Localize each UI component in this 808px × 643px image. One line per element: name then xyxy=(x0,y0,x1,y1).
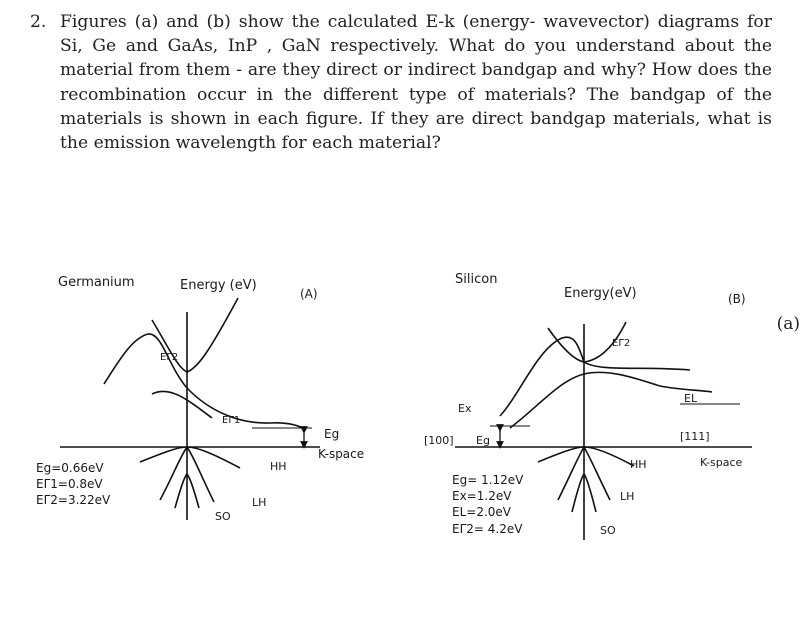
germanium-panel xyxy=(36,275,364,523)
silicon-so-label: SO xyxy=(600,524,616,537)
silicon-value-el: EL=2.0eV xyxy=(452,505,511,519)
germanium-value-eg1: EΓ1=0.8eV xyxy=(36,477,103,491)
germanium-kspace-label: K-space xyxy=(318,447,365,461)
silicon-lh-label: LH xyxy=(620,490,635,503)
silicon-value-ex: Ex=1.2eV xyxy=(452,489,512,503)
silicon-el-label: EL xyxy=(684,392,698,405)
silicon-value-eg: Eg= 1.12eV xyxy=(452,473,524,487)
germanium-conduction-band-lower xyxy=(104,334,306,430)
silicon-title: Silicon xyxy=(455,272,498,287)
germanium-value-eg2: EΓ2=3.22eV xyxy=(36,493,111,507)
silicon-ex-label: Ex xyxy=(458,402,472,415)
germanium-title: Germanium xyxy=(58,275,135,290)
silicon-egamma2-label: EΓ2 xyxy=(612,338,631,349)
germanium-panel-tag: (A) xyxy=(300,287,318,301)
silicon-dir100-label: [100] xyxy=(424,434,454,447)
silicon-energy-label: Energy(eV) xyxy=(564,286,637,301)
germanium-valence-band-hh xyxy=(140,447,240,468)
silicon-dir111-label: [111] xyxy=(680,430,710,443)
germanium-eg-label: Eg xyxy=(324,427,340,441)
silicon-kspace-label: K-space xyxy=(700,456,743,469)
silicon-hh-label: HH xyxy=(630,458,647,471)
figure-label: (a) xyxy=(776,314,800,334)
silicon-conduction-band-mid xyxy=(500,337,690,416)
germanium-so-label: SO xyxy=(215,510,231,523)
germanium-egamma2-label: EΓ2 xyxy=(160,352,179,363)
silicon-eg-label: Eg xyxy=(476,434,490,447)
germanium-energy-label: Energy (eV) xyxy=(180,278,257,293)
germanium-conduction-band-cross xyxy=(152,391,212,418)
germanium-hh-label: HH xyxy=(270,460,287,473)
silicon-conduction-band-lower xyxy=(510,372,712,428)
germanium-value-eg: Eg=0.66eV xyxy=(36,461,104,475)
germanium-lh-label: LH xyxy=(252,496,267,509)
silicon-value-eg2: EΓ2= 4.2eV xyxy=(452,522,523,536)
germanium-egamma1-label: EΓ1 xyxy=(222,415,241,426)
question-text: Figures (a) and (b) show the calculated E-k (energy- wavevector) diagrams for Si, Ge and GaAs, InP , GaN respectively. What do you understand about the material from them - are they direct or indirect bandgap and why? How does the recombination occur in the different type of materials? The bandgap of the materials is shown in each figure. If they are direct bandgap materials, what is the emission wavelength for each material? xyxy=(60,12,772,154)
question-number: 2. xyxy=(30,12,47,32)
silicon-panel xyxy=(424,272,752,540)
silicon-panel-tag: (B) xyxy=(728,292,746,306)
